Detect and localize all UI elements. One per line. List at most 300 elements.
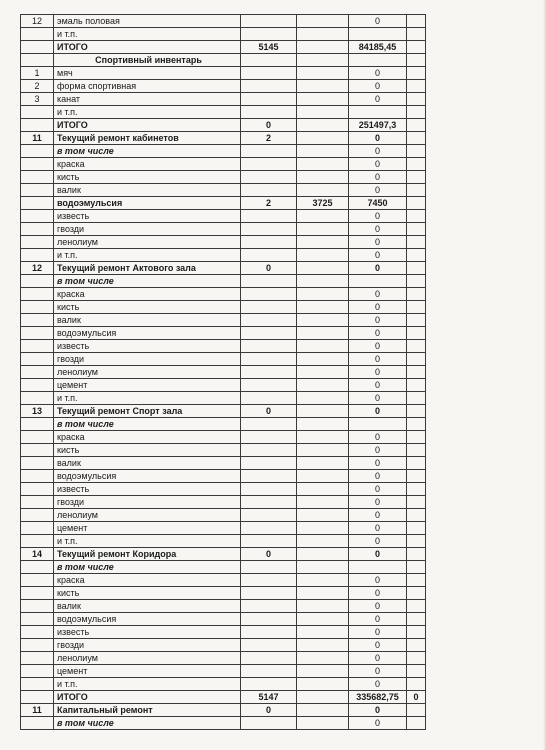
item-name-cell: водоэмульсия bbox=[54, 197, 241, 210]
extra-cell bbox=[407, 93, 426, 106]
price-cell bbox=[297, 522, 349, 535]
table-row bbox=[21, 67, 426, 80]
table-row bbox=[21, 353, 426, 366]
extra-cell bbox=[407, 236, 426, 249]
table-row bbox=[21, 509, 426, 522]
row-number-cell: 11 bbox=[21, 704, 54, 717]
quantity-cell bbox=[241, 509, 297, 522]
item-name-cell: краска bbox=[54, 574, 241, 587]
quantity-cell bbox=[241, 418, 297, 431]
sum-cell: 0 bbox=[349, 249, 407, 262]
section-title-row bbox=[21, 54, 426, 67]
item-name-cell: цемент bbox=[54, 665, 241, 678]
table-row bbox=[21, 223, 426, 236]
table-row bbox=[21, 314, 426, 327]
extra-cell bbox=[407, 483, 426, 496]
total-row bbox=[21, 691, 426, 704]
row-number-cell bbox=[21, 171, 54, 184]
extra-cell bbox=[407, 561, 426, 574]
row-number-cell bbox=[21, 522, 54, 535]
extra-cell bbox=[407, 704, 426, 717]
table-row bbox=[21, 392, 426, 405]
extra-cell bbox=[407, 262, 426, 275]
extra-cell bbox=[407, 132, 426, 145]
price-cell bbox=[297, 691, 349, 704]
row-number-cell bbox=[21, 457, 54, 470]
item-name-cell: Капитальный ремонт bbox=[54, 704, 241, 717]
section-header-row bbox=[21, 548, 426, 561]
row-number-cell bbox=[21, 665, 54, 678]
price-cell bbox=[297, 574, 349, 587]
row-number-cell bbox=[21, 587, 54, 600]
price-cell bbox=[297, 327, 349, 340]
price-cell bbox=[297, 717, 349, 730]
table-row bbox=[21, 340, 426, 353]
price-cell bbox=[297, 275, 349, 288]
item-name-cell: кисть bbox=[54, 444, 241, 457]
sum-cell: 0 bbox=[349, 236, 407, 249]
extra-cell bbox=[407, 548, 426, 561]
item-name-cell: ИТОГО bbox=[54, 41, 241, 54]
sum-cell: 0 bbox=[349, 405, 407, 418]
extra-cell: 0 bbox=[407, 691, 426, 704]
quantity-cell bbox=[241, 340, 297, 353]
quantity-cell bbox=[241, 210, 297, 223]
sum-cell: 0 bbox=[349, 392, 407, 405]
sum-cell: 0 bbox=[349, 678, 407, 691]
extra-cell bbox=[407, 587, 426, 600]
quantity-cell bbox=[241, 93, 297, 106]
item-name-cell: гвозди bbox=[54, 353, 241, 366]
table-row bbox=[21, 613, 426, 626]
sum-cell: 0 bbox=[349, 223, 407, 236]
sum-cell: 0 bbox=[349, 535, 407, 548]
sum-cell: 84185,45 bbox=[349, 41, 407, 54]
sum-cell: 0 bbox=[349, 717, 407, 730]
quantity-cell bbox=[241, 678, 297, 691]
extra-cell bbox=[407, 379, 426, 392]
quantity-cell bbox=[241, 184, 297, 197]
quantity-cell: 0 bbox=[241, 548, 297, 561]
quantity-cell bbox=[241, 444, 297, 457]
quantity-cell bbox=[241, 106, 297, 119]
quantity-cell: 2 bbox=[241, 197, 297, 210]
price-cell bbox=[297, 535, 349, 548]
row-number-cell bbox=[21, 418, 54, 431]
item-name-cell: валик bbox=[54, 600, 241, 613]
subheading-row bbox=[21, 717, 426, 730]
row-number-cell: 2 bbox=[21, 80, 54, 93]
extra-cell bbox=[407, 80, 426, 93]
quantity-cell bbox=[241, 379, 297, 392]
price-cell bbox=[297, 223, 349, 236]
row-number-cell bbox=[21, 353, 54, 366]
item-name-cell: краска bbox=[54, 431, 241, 444]
sum-cell: 0 bbox=[349, 314, 407, 327]
row-number-cell bbox=[21, 106, 54, 119]
item-name-cell: и т.п. bbox=[54, 392, 241, 405]
quantity-cell bbox=[241, 67, 297, 80]
row-number-cell bbox=[21, 41, 54, 54]
sum-cell: 0 bbox=[349, 366, 407, 379]
table-row bbox=[21, 28, 426, 41]
price-cell bbox=[297, 236, 349, 249]
extra-cell bbox=[407, 28, 426, 41]
section-header-row bbox=[21, 405, 426, 418]
sum-cell: 0 bbox=[349, 639, 407, 652]
price-cell bbox=[297, 587, 349, 600]
sum-cell bbox=[349, 28, 407, 41]
sum-cell: 0 bbox=[349, 587, 407, 600]
extra-cell bbox=[407, 717, 426, 730]
item-name-cell: и т.п. bbox=[54, 535, 241, 548]
price-cell bbox=[297, 444, 349, 457]
sum-cell: 0 bbox=[349, 171, 407, 184]
extra-cell bbox=[407, 457, 426, 470]
row-number-cell: 1 bbox=[21, 67, 54, 80]
row-number-cell bbox=[21, 184, 54, 197]
sum-cell: 0 bbox=[349, 145, 407, 158]
item-name-cell: известь bbox=[54, 340, 241, 353]
item-name-cell: известь bbox=[54, 626, 241, 639]
price-cell bbox=[297, 431, 349, 444]
extra-cell bbox=[407, 249, 426, 262]
table-row bbox=[21, 106, 426, 119]
extra-cell bbox=[407, 158, 426, 171]
item-name-cell: водоэмульсия bbox=[54, 470, 241, 483]
row-number-cell bbox=[21, 301, 54, 314]
table-row bbox=[21, 431, 426, 444]
extra-cell bbox=[407, 67, 426, 80]
table-row bbox=[21, 535, 426, 548]
table-row bbox=[21, 587, 426, 600]
sum-cell bbox=[349, 54, 407, 67]
price-cell bbox=[297, 132, 349, 145]
sum-cell: 0 bbox=[349, 704, 407, 717]
table-row bbox=[21, 249, 426, 262]
quantity-cell bbox=[241, 483, 297, 496]
item-name-cell: краска bbox=[54, 288, 241, 301]
quantity-cell bbox=[241, 600, 297, 613]
item-name-cell: Спортивный инвентарь bbox=[54, 54, 241, 67]
sum-cell: 0 bbox=[349, 158, 407, 171]
subheading-row bbox=[21, 561, 426, 574]
item-name-cell: Текущий ремонт Актового зала bbox=[54, 262, 241, 275]
quantity-cell bbox=[241, 353, 297, 366]
budget-table-body bbox=[21, 15, 426, 730]
item-name-cell: валик bbox=[54, 314, 241, 327]
price-cell bbox=[297, 652, 349, 665]
price-cell bbox=[297, 665, 349, 678]
row-number-cell bbox=[21, 626, 54, 639]
item-name-cell: ИТОГО bbox=[54, 119, 241, 132]
row-number-cell bbox=[21, 145, 54, 158]
table-row bbox=[21, 444, 426, 457]
sum-cell: 0 bbox=[349, 262, 407, 275]
row-number-cell bbox=[21, 470, 54, 483]
table-row bbox=[21, 678, 426, 691]
sum-cell: 0 bbox=[349, 522, 407, 535]
row-number-cell bbox=[21, 327, 54, 340]
price-cell bbox=[297, 28, 349, 41]
table-row bbox=[21, 626, 426, 639]
table-row bbox=[21, 80, 426, 93]
sum-cell: 0 bbox=[349, 483, 407, 496]
quantity-cell: 0 bbox=[241, 405, 297, 418]
extra-cell bbox=[407, 41, 426, 54]
extra-cell bbox=[407, 678, 426, 691]
item-name-cell: эмаль половая bbox=[54, 15, 241, 28]
row-number-cell: 13 bbox=[21, 405, 54, 418]
sum-cell: 0 bbox=[349, 288, 407, 301]
sum-cell: 251497,3 bbox=[349, 119, 407, 132]
quantity-cell bbox=[241, 288, 297, 301]
item-name-cell: кисть bbox=[54, 171, 241, 184]
extra-cell bbox=[407, 392, 426, 405]
quantity-cell bbox=[241, 301, 297, 314]
sum-cell: 0 bbox=[349, 184, 407, 197]
item-name-cell: в том числе bbox=[54, 717, 241, 730]
sum-cell: 0 bbox=[349, 665, 407, 678]
row-number-cell bbox=[21, 431, 54, 444]
sum-cell: 0 bbox=[349, 431, 407, 444]
row-number-cell bbox=[21, 717, 54, 730]
sum-cell: 0 bbox=[349, 132, 407, 145]
row-number-cell bbox=[21, 379, 54, 392]
item-name-cell: и т.п. bbox=[54, 28, 241, 41]
item-name-cell: известь bbox=[54, 483, 241, 496]
quantity-cell bbox=[241, 470, 297, 483]
quantity-cell: 0 bbox=[241, 262, 297, 275]
row-number-cell bbox=[21, 119, 54, 132]
extra-cell bbox=[407, 665, 426, 678]
row-number-cell bbox=[21, 28, 54, 41]
row-number-cell bbox=[21, 54, 54, 67]
item-name-cell: и т.п. bbox=[54, 678, 241, 691]
quantity-cell bbox=[241, 158, 297, 171]
extra-cell bbox=[407, 54, 426, 67]
price-cell bbox=[297, 41, 349, 54]
row-number-cell: 11 bbox=[21, 132, 54, 145]
sum-cell bbox=[349, 275, 407, 288]
extra-cell bbox=[407, 275, 426, 288]
table-row bbox=[21, 665, 426, 678]
extra-cell bbox=[407, 535, 426, 548]
row-number-cell: 12 bbox=[21, 15, 54, 28]
row-number-cell bbox=[21, 314, 54, 327]
row-number-cell bbox=[21, 691, 54, 704]
extra-cell bbox=[407, 210, 426, 223]
item-name-cell: форма спортивная bbox=[54, 80, 241, 93]
sum-cell: 0 bbox=[349, 353, 407, 366]
price-cell bbox=[297, 80, 349, 93]
item-name-cell: ленолиум bbox=[54, 509, 241, 522]
sum-cell: 0 bbox=[349, 652, 407, 665]
sum-cell: 0 bbox=[349, 15, 407, 28]
extra-cell bbox=[407, 288, 426, 301]
price-cell bbox=[297, 340, 349, 353]
quantity-cell: 0 bbox=[241, 704, 297, 717]
item-name-cell: Текущий ремонт кабинетов bbox=[54, 132, 241, 145]
total-row bbox=[21, 41, 426, 54]
row-number-cell: 3 bbox=[21, 93, 54, 106]
sum-cell: 7450 bbox=[349, 197, 407, 210]
table-row bbox=[21, 158, 426, 171]
item-name-cell: краска bbox=[54, 158, 241, 171]
price-cell bbox=[297, 158, 349, 171]
table-row bbox=[21, 301, 426, 314]
price-cell bbox=[297, 600, 349, 613]
sum-cell: 0 bbox=[349, 301, 407, 314]
price-cell bbox=[297, 548, 349, 561]
table-row bbox=[21, 457, 426, 470]
row-number-cell bbox=[21, 561, 54, 574]
row-number-cell bbox=[21, 483, 54, 496]
quantity-cell: 2 bbox=[241, 132, 297, 145]
row-number-cell bbox=[21, 496, 54, 509]
sum-cell: 0 bbox=[349, 379, 407, 392]
extra-cell bbox=[407, 145, 426, 158]
table-row bbox=[21, 366, 426, 379]
item-name-cell: гвозди bbox=[54, 496, 241, 509]
extra-cell bbox=[407, 223, 426, 236]
table-row bbox=[21, 15, 426, 28]
extra-cell bbox=[407, 327, 426, 340]
sum-cell bbox=[349, 106, 407, 119]
price-cell bbox=[297, 184, 349, 197]
extra-cell bbox=[407, 405, 426, 418]
table-row bbox=[21, 470, 426, 483]
sum-cell: 0 bbox=[349, 626, 407, 639]
price-cell bbox=[297, 418, 349, 431]
quantity-cell bbox=[241, 522, 297, 535]
extra-cell bbox=[407, 184, 426, 197]
sum-cell bbox=[349, 418, 407, 431]
price-cell bbox=[297, 106, 349, 119]
quantity-cell bbox=[241, 613, 297, 626]
extra-cell bbox=[407, 340, 426, 353]
sum-cell: 0 bbox=[349, 496, 407, 509]
quantity-cell bbox=[241, 249, 297, 262]
table-row bbox=[21, 522, 426, 535]
extra-cell bbox=[407, 171, 426, 184]
quantity-cell bbox=[241, 314, 297, 327]
section-header-row bbox=[21, 262, 426, 275]
price-cell bbox=[297, 483, 349, 496]
sum-cell: 0 bbox=[349, 470, 407, 483]
table-row bbox=[21, 379, 426, 392]
item-name-cell: ленолиум bbox=[54, 652, 241, 665]
table-row bbox=[21, 600, 426, 613]
price-cell bbox=[297, 379, 349, 392]
subheading-row bbox=[21, 418, 426, 431]
price-cell: 3725 bbox=[297, 197, 349, 210]
row-number-cell bbox=[21, 158, 54, 171]
row-number-cell bbox=[21, 275, 54, 288]
row-number-cell bbox=[21, 249, 54, 262]
row-number-cell bbox=[21, 574, 54, 587]
price-cell bbox=[297, 210, 349, 223]
table-row bbox=[21, 639, 426, 652]
quantity-cell bbox=[241, 28, 297, 41]
extra-cell bbox=[407, 613, 426, 626]
price-cell bbox=[297, 15, 349, 28]
quantity-cell bbox=[241, 574, 297, 587]
extra-cell bbox=[407, 353, 426, 366]
item-name-cell: в том числе bbox=[54, 561, 241, 574]
quantity-cell bbox=[241, 587, 297, 600]
price-cell bbox=[297, 561, 349, 574]
total-row bbox=[21, 119, 426, 132]
price-cell bbox=[297, 496, 349, 509]
price-cell bbox=[297, 314, 349, 327]
item-name-cell: Текущий ремонт Коридора bbox=[54, 548, 241, 561]
item-name-cell: мяч bbox=[54, 67, 241, 80]
quantity-cell bbox=[241, 717, 297, 730]
extra-cell bbox=[407, 626, 426, 639]
table-row bbox=[21, 496, 426, 509]
table-row bbox=[21, 184, 426, 197]
item-name-cell: канат bbox=[54, 93, 241, 106]
quantity-cell bbox=[241, 171, 297, 184]
table-row bbox=[21, 93, 426, 106]
row-number-cell bbox=[21, 197, 54, 210]
sum-cell: 0 bbox=[349, 600, 407, 613]
sum-cell: 0 bbox=[349, 340, 407, 353]
item-name-cell: кисть bbox=[54, 301, 241, 314]
price-cell bbox=[297, 171, 349, 184]
extra-cell bbox=[407, 119, 426, 132]
table-row bbox=[21, 483, 426, 496]
item-name-cell: в том числе bbox=[54, 275, 241, 288]
quantity-cell bbox=[241, 80, 297, 93]
price-cell bbox=[297, 119, 349, 132]
extra-cell bbox=[407, 15, 426, 28]
quantity-cell: 5145 bbox=[241, 41, 297, 54]
row-number-cell bbox=[21, 613, 54, 626]
budget-table bbox=[20, 14, 426, 730]
price-cell bbox=[297, 457, 349, 470]
sum-cell: 0 bbox=[349, 80, 407, 93]
quantity-cell bbox=[241, 652, 297, 665]
row-number-cell bbox=[21, 236, 54, 249]
extra-cell bbox=[407, 574, 426, 587]
row-number-cell bbox=[21, 444, 54, 457]
table-row bbox=[21, 171, 426, 184]
row-number-cell bbox=[21, 340, 54, 353]
sum-cell: 0 bbox=[349, 93, 407, 106]
extra-cell bbox=[407, 522, 426, 535]
subheading-row bbox=[21, 145, 426, 158]
item-name-cell: кисть bbox=[54, 587, 241, 600]
extra-cell bbox=[407, 314, 426, 327]
table-row bbox=[21, 327, 426, 340]
quantity-cell bbox=[241, 496, 297, 509]
extra-cell bbox=[407, 496, 426, 509]
sum-cell: 0 bbox=[349, 457, 407, 470]
item-name-cell: цемент bbox=[54, 522, 241, 535]
section-header-row bbox=[21, 132, 426, 145]
price-cell bbox=[297, 639, 349, 652]
extra-cell bbox=[407, 652, 426, 665]
extra-cell bbox=[407, 106, 426, 119]
table-row bbox=[21, 210, 426, 223]
quantity-cell: 0 bbox=[241, 119, 297, 132]
item-name-cell: Текущий ремонт Спорт зала bbox=[54, 405, 241, 418]
table-row bbox=[21, 236, 426, 249]
price-cell bbox=[297, 249, 349, 262]
price-cell bbox=[297, 470, 349, 483]
